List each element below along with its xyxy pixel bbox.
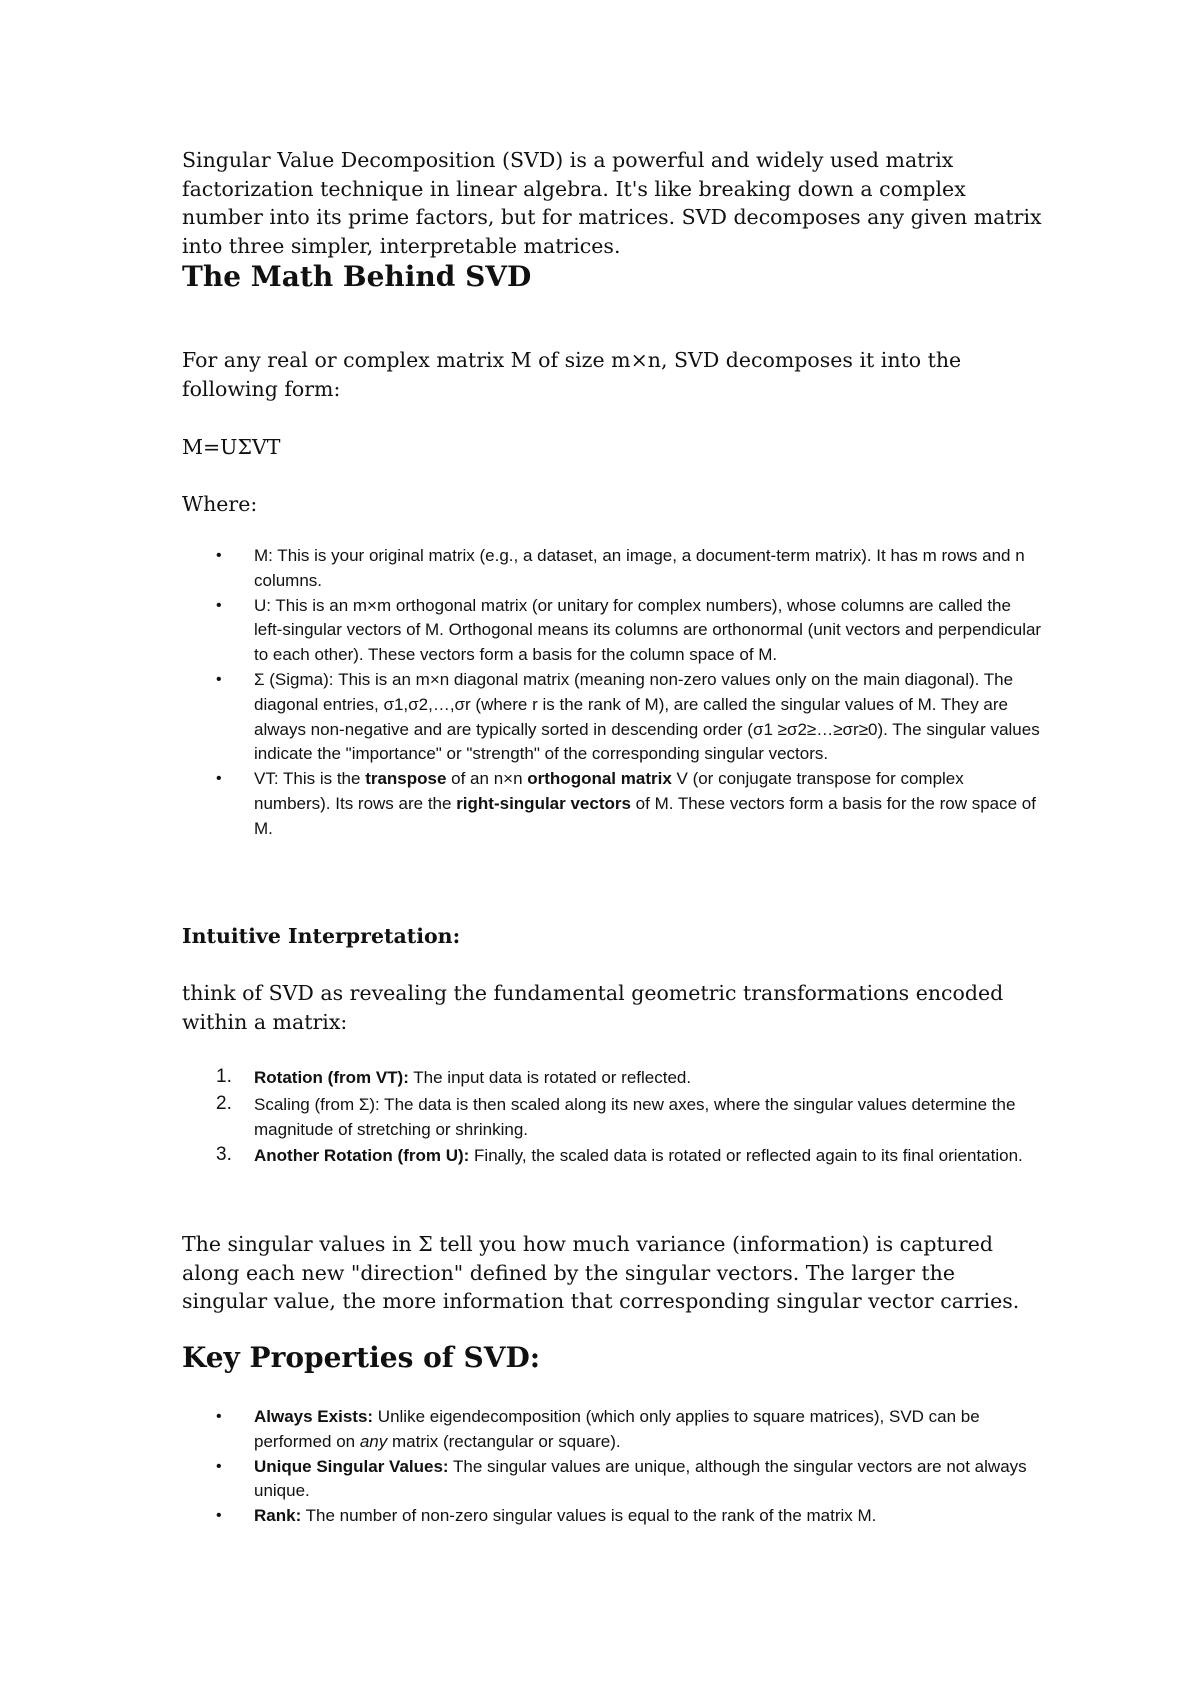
term-m-description: : This is your original matrix (e.g., a dataset, an image, a document-term matrix). It has m rows and n columns.: [254, 546, 1025, 590]
term-vt-text-a: : This is the: [273, 769, 366, 789]
list-item: [182, 544, 1042, 594]
intro-paragraph: Singular Value Decomposition (SVD) is a powerful and widely used matrix factorization technique in linear algebra. It's like breaking down a complex number into its prime factors, but for matrices. SVD decomposes any given matrix into three simpler, interpretable matrices.: [182, 148, 1042, 258]
bullet-icon: •: [216, 1408, 222, 1425]
bullet-icon: •: [216, 770, 222, 788]
list-item: [182, 1093, 1042, 1143]
property-description: The singular values are unique, although the singular vectors are not always unique.: [254, 1456, 1027, 1501]
term-vt-bold-b: orthogonal matrix: [527, 769, 672, 789]
step-title: Another Rotation (from U):: [254, 1146, 470, 1166]
math-section-heading: The Math Behind SVD: [182, 260, 532, 293]
math-lead-paragraph: For any real or complex matrix M of size m×n, SVD decomposes it into the following form:: [182, 348, 962, 401]
intuition-lead-paragraph: think of SVD as revealing the fundamental geometric transformations encoded within a matrix:: [182, 981, 1004, 1034]
list-item: [182, 1455, 1042, 1505]
property-description: The number of non-zero singular values is equal to the rank of the matrix M.: [301, 1506, 877, 1526]
term-sigma: Σ (Sigma): [254, 669, 329, 689]
property-title: Rank:: [254, 1506, 302, 1526]
bullet-icon: •: [216, 547, 222, 564]
term-vt-text-d: of M. These vectors form a basis for the row space of M.: [254, 793, 1036, 838]
matrix-definition-list: [182, 544, 1042, 842]
step-title: Scaling (from Σ):: [254, 1094, 380, 1114]
list-item: [182, 767, 1042, 841]
list-item: [182, 594, 1042, 668]
property-text-a: Unlike eigendecomposition (which only applies to square matrices), SVD can be performed on: [254, 1407, 980, 1451]
term-vt-bold-c: right-singular vectors: [456, 793, 631, 813]
property-title: Always Exists:: [254, 1407, 374, 1426]
property-italic: any: [359, 1431, 388, 1451]
properties-heading: Key Properties of SVD:: [182, 1341, 541, 1374]
bullet-icon: •: [216, 670, 222, 688]
transformation-steps-list: [182, 1066, 1042, 1171]
list-item: [182, 1405, 1042, 1455]
summary-paragraph: The singular values in Σ tell you how much variance (information) is captured along each new "direction" defined by the singular vectors. The larger the singular value, the more information that corresponding singular vector carries.: [182, 1232, 1020, 1313]
step-number: 1.: [216, 1066, 232, 1087]
properties-list: [182, 1405, 1042, 1529]
list-item: [182, 668, 1042, 767]
term-m: M: [254, 546, 269, 565]
bullet-icon: •: [216, 596, 222, 614]
intuition-heading: Intuitive Interpretation:: [182, 924, 461, 948]
list-item: [182, 1144, 1042, 1169]
term-vt-bold-a: transpose: [365, 769, 447, 789]
term-sigma-description: : This is an m×n diagonal matrix (meaning non-zero values only on the main diagonal). The diagonal entries, σ1,σ2,…,σr (where r is the rank of M), are called the singular values of M. They are always non-negative and are typically sorted in descending order (σ1 ≥σ2≥…≥σr≥0). The singular values indicate the "importance" or "strength" of the corresponding singular vectors.: [254, 669, 1040, 764]
property-title: Unique Singular Values:: [254, 1456, 449, 1476]
term-u-description: : This is an m×m orthogonal matrix (or unitary for complex numbers), whose columns are called the left-singular vectors of M. Orthogonal means its columns are orthonormal (unit vectors and perpendicular to each other). These vectors form a basis for the column space of M.: [254, 595, 1042, 665]
step-description: The data is then scaled along its new axes, where the singular values determine the magnitude of stretching or shrinking.: [254, 1094, 1016, 1139]
property-text-b: matrix (rectangular or square).: [387, 1431, 621, 1451]
step-description: Finally, the scaled data is rotated or reflected again to its final orientation.: [469, 1146, 1023, 1166]
term-u: U: [254, 595, 267, 615]
step-title: Rotation (from VT):: [254, 1068, 409, 1087]
term-vt-text-c: V (or conjugate transpose for complex numbers). Its rows are the: [254, 769, 964, 813]
term-vt-text-b: of an n×n: [446, 769, 528, 789]
step-number: 2.: [216, 1092, 232, 1114]
bullet-icon: •: [216, 1457, 222, 1475]
list-item: [182, 1066, 1042, 1091]
step-number: 3.: [216, 1144, 232, 1166]
list-item: [182, 1504, 1042, 1529]
where-label: Where:: [182, 492, 258, 516]
term-vt: VT: [254, 769, 274, 789]
bullet-icon: •: [216, 1507, 222, 1525]
step-description: The input data is rotated or reflected.: [408, 1068, 692, 1087]
svd-formula: M=UΣVT: [182, 435, 281, 459]
